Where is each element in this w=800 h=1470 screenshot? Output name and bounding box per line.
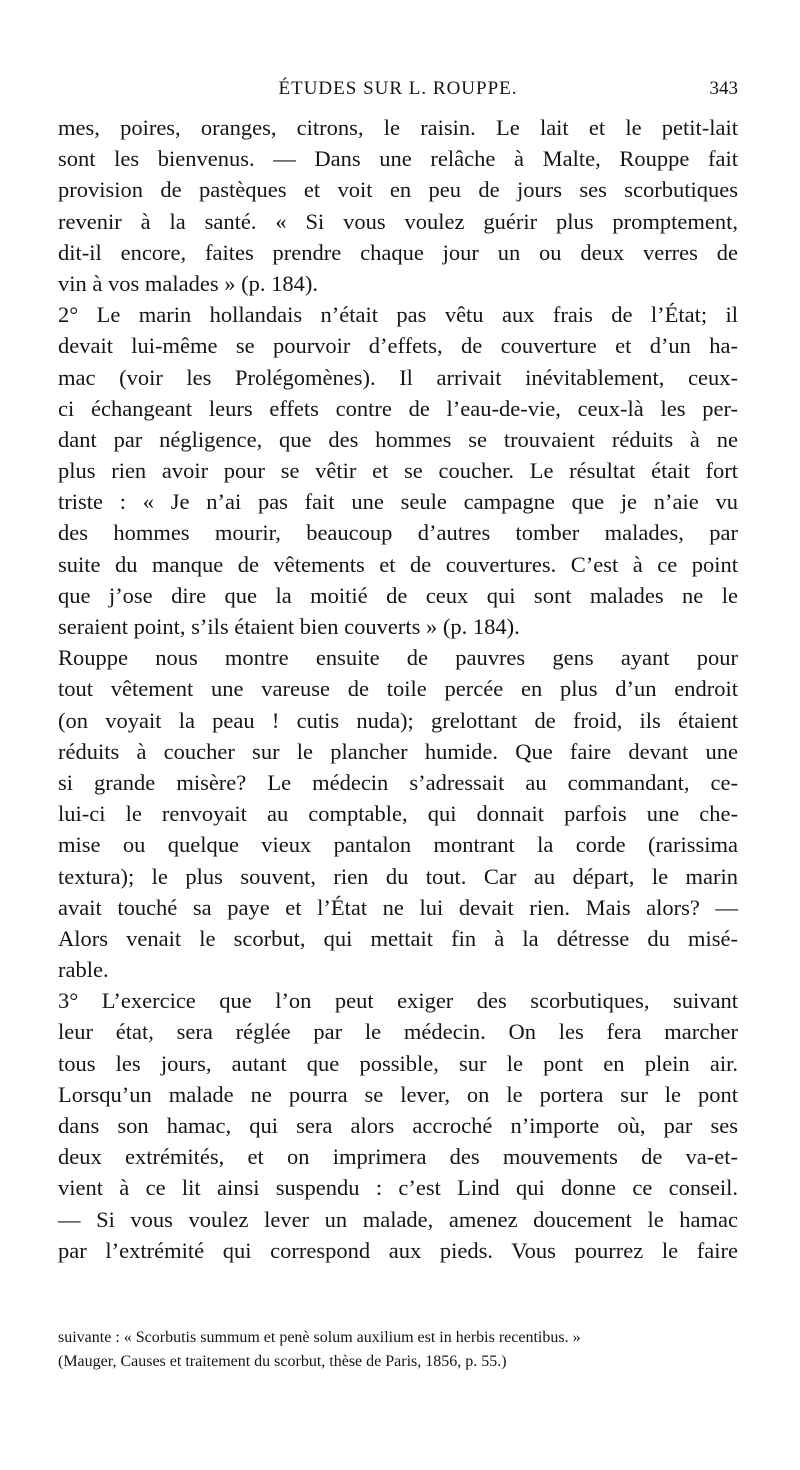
footnote-line: (Mauger, Causes et traitement du scorbut, thèse de Paris, 1856, p. 55.): [58, 1353, 507, 1370]
body-text: [58, 112, 738, 1266]
text-line: 2° Le marin hollandais n’était pas vêtu aux frais de l’État; il: [58, 302, 738, 328]
text-line: par l’extrémité qui correspond aux pieds. Vous pourrez le faire: [58, 1237, 738, 1263]
text-line: tout vêtement une vareuse de toile percée en plus d’un endroit: [58, 676, 738, 702]
text-line: Rouppe nous montre ensuite de pauvres gens ayant pour: [58, 645, 738, 671]
text-line: dant par négligence, que des hommes se trouvaient réduits à ne: [58, 426, 738, 452]
text-line: sont les bienvenus. — Dans une relâche à Malte, Rouppe fait: [58, 146, 738, 172]
text-line: ci échangeant leurs effets contre de l’eau-de-vie, ceux-là les per-: [58, 395, 738, 421]
text-line: réduits à coucher sur le plancher humide. Que faire devant une: [58, 738, 738, 764]
text-line: vin à vos malades » (p. 184).: [58, 270, 318, 296]
text-line: Alors venait le scorbut, qui mettait fin à la détresse du misé-: [58, 925, 738, 951]
text-line: dans son hamac, qui sera alors accroché n’importe où, par ses: [58, 1113, 738, 1138]
footnote: [58, 1326, 738, 1374]
running-head: ÉTUDES SUR L. ROUPPE.: [278, 78, 518, 99]
text-line: leur état, sera réglée par le médecin. On les fera marcher: [58, 1019, 738, 1045]
text-line: dit-il encore, faites prendre chaque jour un ou deux verres de: [58, 239, 738, 265]
text-line: lui-ci le renvoyait au comptable, qui donnait parfois une che-: [58, 801, 738, 827]
text-line: devait lui-même se pourvoir d’effets, de couverture et d’un ha-: [58, 333, 738, 359]
text-line: mac (voir les Prolégomènes). Il arrivait inévitablement, ceux-: [58, 364, 738, 390]
text-line: deux extrémités, et on imprimera des mouvements de va-et-: [58, 1144, 738, 1170]
text-line: vient à ce lit ainsi suspendu : c’est Lind qui donne ce conseil.: [58, 1175, 738, 1201]
page-number: 343: [709, 78, 738, 99]
text-line: triste : « Je n’ai pas fait une seule campagne que je n’aie vu: [58, 489, 738, 515]
text-line: suite du manque de vêtements et de couvertures. C’est à ce point: [58, 551, 738, 577]
text-line: (on voyait la peau ! cutis nuda); grelottant de froid, ils étaient: [58, 707, 738, 733]
text-line: — Si vous voulez lever un malade, amenez doucement le hamac: [58, 1206, 738, 1232]
text-line: 3° L’exercice que l’on peut exiger des scorbutiques, suivant: [58, 988, 738, 1014]
text-line: provision de pastèques et voit en peu de jours ses scorbutiques: [58, 177, 738, 203]
text-line: tous les jours, autant que possible, sur le pont en plein air.: [58, 1050, 738, 1076]
text-line: si grande misère? Le médecin s’adressait au commandant, ce-: [58, 769, 738, 795]
text-line: revenir à la santé. « Si vous voulez guérir plus promptement,: [58, 208, 738, 234]
text-line: avait touché sa paye et l’État ne lui devait rien. Mais alors? —: [58, 894, 738, 920]
text-line: textura); le plus souvent, rien du tout. Car au départ, le marin: [58, 863, 738, 889]
text-line: seraient point, s’ils étaient bien couverts » (p. 184).: [58, 614, 520, 639]
text-line: mes, poires, oranges, citrons, le raisin. Le lait et le petit-lait: [58, 115, 738, 140]
text-line: mise ou quelque vieux pantalon montrant la corde (rarissima: [58, 832, 738, 858]
text-line: des hommes mourir, beaucoup d’autres tomber malades, par: [58, 520, 738, 546]
footnote-line: suivante : « Scorbutis summum et penè solum auxilium est in herbis recentibus. »: [58, 1329, 581, 1346]
text-line: plus rien avoir pour se vêtir et se coucher. Le résultat était fort: [58, 458, 738, 484]
text-line: que j’ose dire que la moitié de ceux qui sont malades ne le: [58, 582, 738, 608]
page-header: [58, 78, 738, 106]
text-line: Lorsqu’un malade ne pourra se lever, on le portera sur le pont: [58, 1081, 738, 1107]
text-line: rable.: [58, 957, 109, 983]
